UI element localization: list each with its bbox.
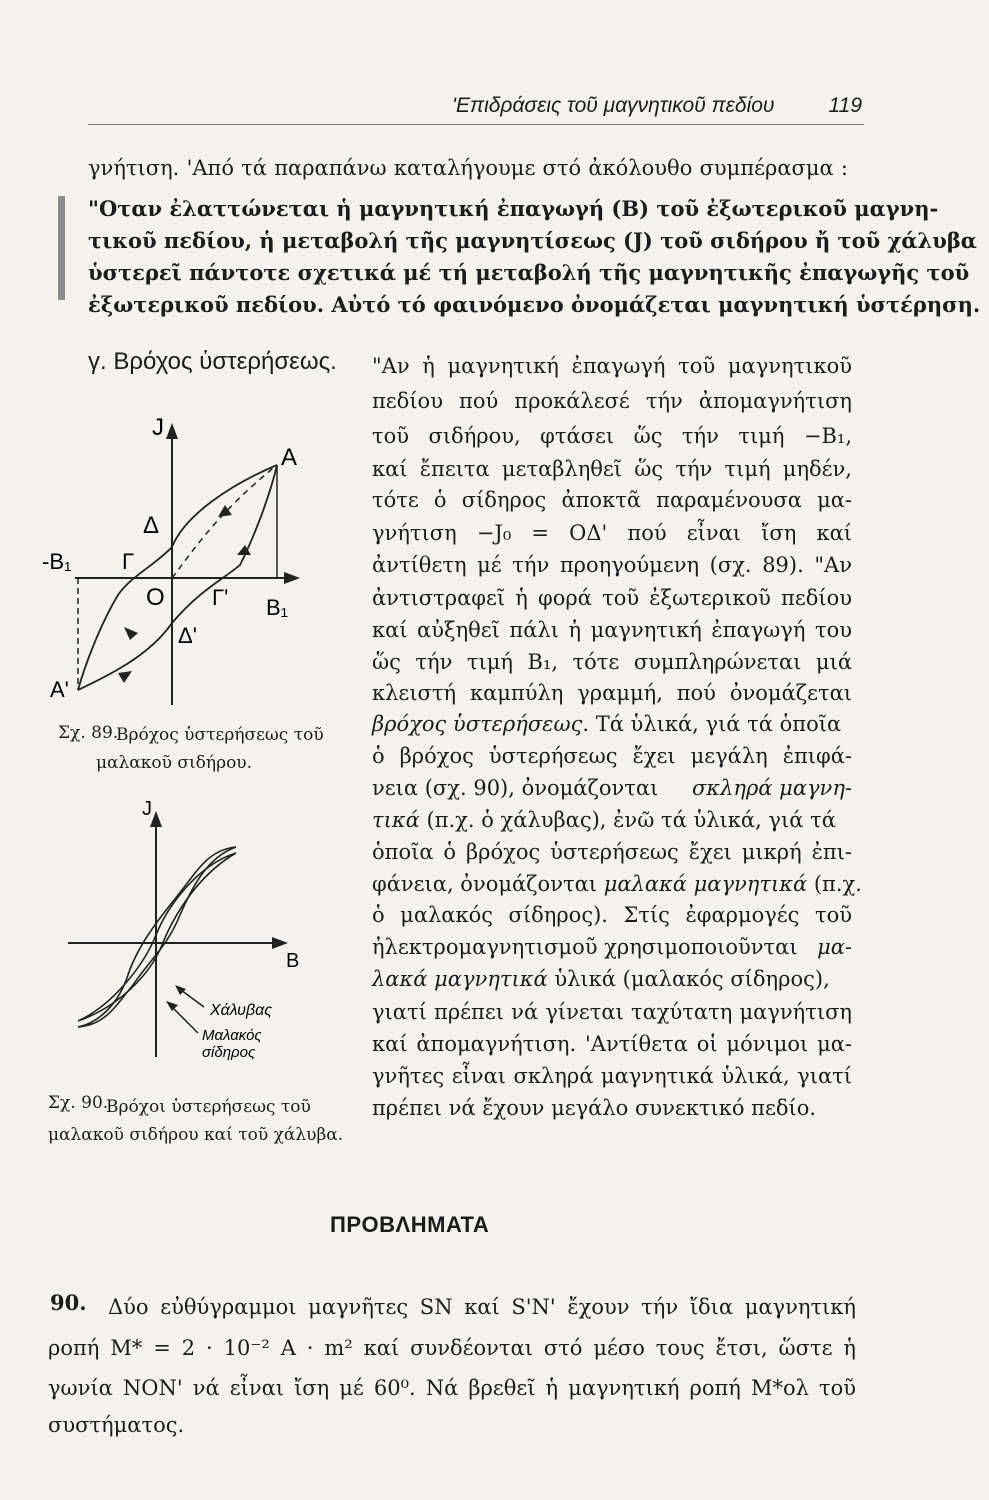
right-line-11: κλειστή καμπύλη γραμμή, πού ὀνομάζεται [372, 681, 852, 705]
fig89-label-gamma: Γ [122, 549, 135, 574]
fig90-steel-pointer [181, 990, 204, 1007]
right-line-17-tail: (π.χ. [807, 872, 862, 896]
right-line-19 [372, 935, 852, 959]
fig89-caption-num: Σχ. 89. [58, 723, 119, 743]
right-line-18: ὁ μαλακός σίδηρος). Στίς ἐφαρμογές τοῦ [372, 903, 852, 927]
fig89-b-arrowhead [284, 572, 300, 584]
right-line-17 [372, 872, 862, 896]
fig90-soft-pointer-head [166, 1001, 178, 1011]
fig89-label-origin: Ο [146, 584, 165, 611]
right-line-6: γνήτιση −J₀ = ΟΔ' πού εἶναι ἴση καί [372, 521, 852, 545]
right-line-3: τοῦ σιδήρου, φτάσει ὥς τήν τιμή −Β₁, [372, 424, 852, 448]
right-line-15-tail: (π.χ. ὁ χάλυβας), ἐνῶ τά ὑλικά, γιά τά [419, 808, 836, 832]
right-line-14-lead: νεια (σχ. 90), ὀνομάζονται [372, 776, 659, 800]
fig90-steel-pointer-head [175, 985, 186, 995]
intro-line: γνήτιση. 'Από τά παραπάνω καταλήγουμε στό ἀκόλουθο συμπέρασμα : [88, 156, 848, 180]
fig89-arrow-3 [118, 671, 132, 683]
section-heading: γ. Βρόχος ὑστερήσεως. [88, 348, 337, 375]
fig90-caption-num: Σχ. 90. [48, 1093, 109, 1113]
header-rule [88, 124, 864, 125]
fig89-label-minus-b1: -Β₁ [42, 549, 72, 574]
fig89-label-b1: Β₁ [266, 595, 289, 620]
conclusion-line-2: τικοῦ πεδίου, ἡ μεταβολή τῆς μαγνητίσεως (J) τοῦ σιδήρου ἤ τοῦ χάλυβα [88, 228, 977, 253]
fig89-label-j: J [152, 414, 164, 441]
conclusion-line-1: "Οταν ἐλαττώνεται ἡ μαγνητική ἐπαγωγή (Β) τοῦ ἐξωτερικοῦ μαγνη- [88, 196, 939, 221]
right-line-12-tail: . Τά ὑλικά, γιά τά ὁποῖα [582, 712, 842, 736]
running-header [452, 92, 862, 122]
right-line-15 [372, 808, 836, 832]
right-line-16: ὁποῖα ὁ βρόχος ὑστερήσεως ἔχει μικρή ἐπι- [372, 840, 852, 864]
fig90-label-soft-iron-1: Μαλακός [202, 1027, 262, 1044]
term-soft-magnetic: μαλακά μαγνητικά [603, 872, 808, 896]
term-hard-magnetic-2: τικά [372, 808, 420, 832]
fig89-label-a: A [281, 444, 298, 471]
fig89-arrow-2 [124, 627, 138, 640]
fig89-label-delta-prime: Δ' [178, 623, 197, 648]
header-title: 'Επιδράσεις τοῦ μαγνητικοῦ πεδίου [452, 94, 775, 117]
fig90-soft-pointer [172, 1007, 198, 1033]
term-hard-magnetic: σκληρά μαγνη- [691, 776, 852, 800]
fig90-label-steel: Χάλυβας [210, 1002, 272, 1019]
right-line-17-lead: φάνεια, ὀνομάζονται [372, 872, 604, 896]
fig89-caption-line-2: μαλακοῦ σιδήρου. [96, 753, 253, 773]
conclusion-line-3: ὑστερεῖ πάντοτε σχετικά μέ τή μεταβολή τῆς μαγνητικῆς ἐπαγωγῆς τοῦ [88, 260, 970, 285]
fig90-caption-line-1: Βρόχοι ὑστερήσεως τοῦ [106, 1097, 311, 1117]
fig90-caption-line-2: μαλακοῦ σιδήρου καί τοῦ χάλυβα. [48, 1125, 344, 1145]
right-line-19-lead: ἠλεκτρομαγνητισμοῦ χρησιμοποιοῦνται [372, 935, 798, 959]
term-soft-ma: μα- [817, 935, 852, 959]
right-line-21: γιατί πρέπει νά γίνεται ταχύτατη μαγνήτιση [372, 1000, 852, 1024]
right-line-13: ὁ βρόχος ὑστερήσεως ἔχει μεγάλη ἐπιφά- [372, 744, 852, 768]
right-line-10: ὥς τήν τιμή Β₁, τότε συμπληρώνεται μιά [372, 650, 852, 674]
term-hysteresis-loop: βρόχος ὑστερήσεως [372, 712, 583, 736]
problem-line-4: συστήματος. [48, 1413, 185, 1437]
right-line-5: τότε ὁ σίδηρος ἀποκτᾶ παραμένουσα μα- [372, 488, 852, 512]
problems-heading: ΠΡΟΒΛΗΜΑΤΑ [330, 1212, 490, 1237]
fig89-label-a-prime: Α' [50, 677, 69, 702]
fig90-label-j: J [142, 798, 152, 820]
right-line-23: γνῆτες εἶναι σκληρά μαγνητικά ὑλικά, γιατί [372, 1064, 852, 1088]
right-line-8: ἀντιστραφεῖ ἡ φορά τοῦ ἐξωτερικοῦ πεδίου [372, 586, 852, 610]
problem-number: 90. [50, 1290, 87, 1315]
page-number: 119 [828, 94, 862, 117]
fig89-j-arrowhead [166, 423, 178, 439]
term-soft-magnetic-2: λακά μαγνητικά [372, 967, 548, 991]
right-line-22: καί ἀπομαγνήτιση. 'Αντίθετα οἱ μόνιμοι μα- [372, 1032, 852, 1056]
right-line-9: καί αὐξηθεῖ πάλι ἡ μαγνητική ἐπαγωγή του [372, 618, 852, 642]
fig89-initial-curve [172, 465, 277, 578]
figure-90 [58, 795, 328, 1075]
right-line-24: πρέπει νά ἔχουν μεγάλο συνεκτικό πεδίο. [372, 1096, 817, 1120]
problem-line-1: Δύο εὐθύγραμμοι μαγνῆτες SN καί S'N' ἔχουν τήν ἴδια μαγνητική [108, 1295, 856, 1319]
conclusion-line-4: ἐξωτερικοῦ πεδίου. Αὐτό τό φαινόμενο ὀνομάζεται μαγνητική ὑστέρηση. [88, 292, 981, 317]
right-line-20 [372, 967, 830, 991]
right-line-12 [372, 712, 841, 736]
fig90-label-soft-iron-2: σίδηρος [202, 1044, 256, 1061]
fig89-caption-line-1: Βρόχος ὑστερήσεως τοῦ [116, 725, 324, 745]
right-line-4: καί ἔπειτα μεταβληθεῖ ὥς τήν τιμή μηδέν, [372, 457, 852, 481]
right-line-1: "Αν ἡ μαγνητική ἐπαγωγή τοῦ μαγνητικοῦ [372, 354, 852, 378]
fig89-label-gamma-prime: Γ' [212, 585, 229, 610]
problem-line-2: ροπή M* = 2 · 10⁻² A · m² καί συνδέονται στό μέσο τους ἔτσι, ὥστε ἡ [48, 1336, 856, 1360]
figure-89 [40, 405, 360, 715]
right-line-20-tail: ὑλικά (μαλακός σίδηρος), [547, 967, 830, 991]
fig90-label-b: Β [286, 950, 300, 972]
fig89-label-delta: Δ [143, 512, 160, 539]
problem-line-3: γωνία ΝΟΝ' νά εἶναι ἴση μέ 60⁰. Νά βρεθεῖ ἡ μαγνητική ροπή M*ολ τοῦ [48, 1376, 856, 1400]
right-line-14 [372, 776, 852, 800]
right-line-2: πεδίου πού προκάλεσέ τήν ἀπομαγνήτιση [372, 389, 852, 413]
fig90-b-arrowhead [272, 937, 288, 949]
margin-bar [58, 196, 65, 300]
right-line-7: ἀντίθετη μέ τήν προηγούμενη (σχ. 89). "Αν [372, 553, 852, 577]
